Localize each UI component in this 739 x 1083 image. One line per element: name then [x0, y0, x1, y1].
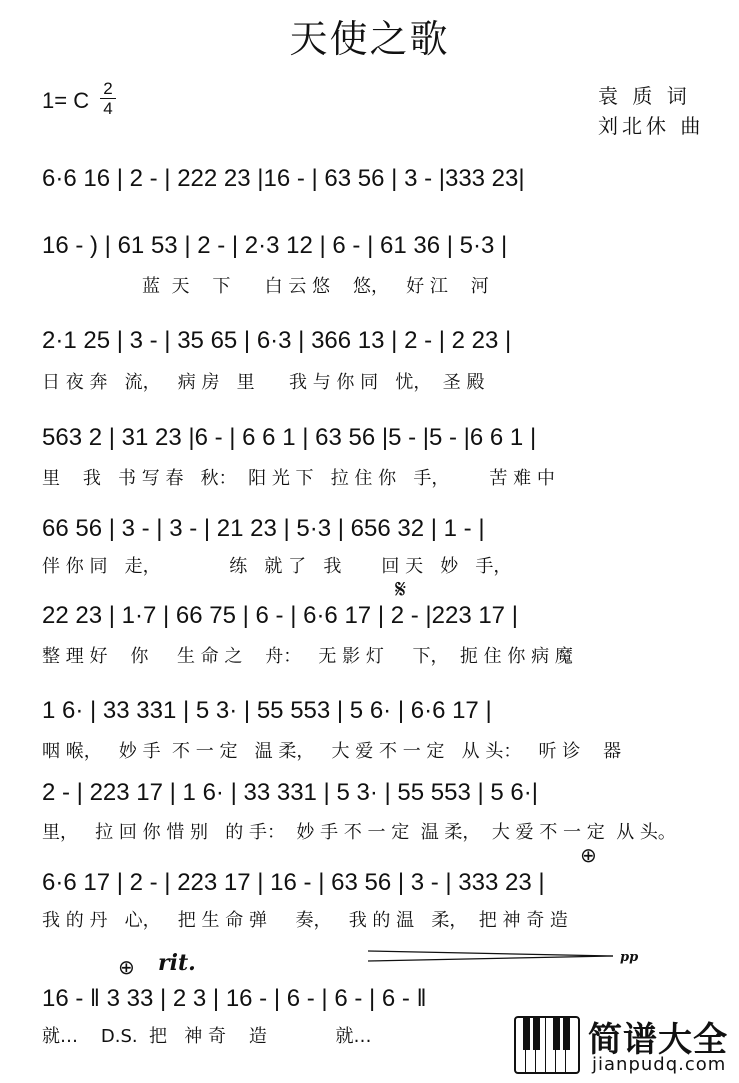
rit-marking: rit.: [158, 950, 196, 976]
notation-row-7: [0, 697, 739, 737]
lyric-text: 伴 你 同 走， 练 就 了 我 回 天 妙 手，: [42, 556, 512, 577]
lyric-row-8: [0, 818, 739, 858]
black-key: [523, 1018, 530, 1050]
lyric-row-2: [0, 272, 739, 312]
lyric-text: 日 夜 奔 流， 病 房 里 我 与 你 同 忧， 圣 殿: [42, 372, 485, 393]
time-signature-top: 2: [103, 79, 113, 98]
notation-row-6: [0, 602, 739, 642]
site-watermark: [514, 1012, 734, 1078]
composer-credit: 刘北休 曲: [598, 114, 705, 138]
watermark-title: 简谱大全: [588, 1020, 728, 1060]
notation-text: 6·6 16 | 2 - | 222 23 |16 - | 63 56 | 3 - |333 23|: [42, 165, 525, 192]
piano-keys-icon: [514, 1016, 580, 1074]
lyric-text: 咽 喉， 妙 手 不 一 定 温 柔， 大 爱 不 一 定 从 头： 听 诊 器: [42, 741, 622, 762]
notation-text: 1 6· | 33 331 | 5 3· | 55 553 | 5 6· | 6·6 17 |: [42, 697, 492, 724]
lyric-row-9: [0, 906, 739, 946]
lyric-row-5: [0, 552, 739, 592]
notation-text: 2·1 25 | 3 - | 35 65 | 6·3 | 366 13 | 2 - | 2 23 |: [42, 327, 512, 354]
notation-row-3: [0, 327, 739, 367]
lyric-row-3: [0, 368, 739, 408]
black-key: [563, 1018, 570, 1050]
notation-text: 66 56 | 3 - | 3 - | 21 23 | 5·3 | 656 32 | 1 - |: [42, 515, 485, 542]
lyricist-credit: 袁 质 词: [598, 84, 691, 108]
coda-sign: ⊕: [118, 955, 135, 979]
key-signature: 1= C: [42, 88, 90, 113]
watermark-url: jianpudq.com: [592, 1054, 727, 1075]
lyric-text: 整 理 好 你 生 命 之 舟： 无 影 灯 下， 扼 住 你 病 魔: [42, 646, 573, 667]
notation-text: 22 23 | 1·7 | 66 75 | 6 - | 6·6 17 | 2 - |223 17 |: [42, 602, 518, 629]
lyric-text: 蓝 天 下 白 云 悠 悠， 好 江 河: [142, 276, 489, 297]
time-signature-bottom: 4: [103, 99, 113, 118]
notation-text: 16 - ‖ 3 33 | 2 3 | 16 - | 6 - | 6 - | 6 - ‖: [42, 985, 427, 1012]
notation-row-5: [0, 515, 739, 555]
lyric-text: 就… D.S. 把 神 奇 造 就…: [42, 1026, 372, 1047]
lyric-text: 里， 拉 回 你 惜 别 的 手： 妙 手 不 一 定 温 柔， 大 爱 不 一 定 从 头。: [42, 822, 676, 843]
time-signature: [100, 80, 116, 117]
notation-row-1: [0, 165, 739, 205]
lyric-text: 我 的 丹 心， 把 生 命 弹 奏， 我 的 温 柔， 把 神 奇 造: [42, 910, 568, 931]
lyric-row-7: [0, 737, 739, 777]
notation-text: 2 - | 223 17 | 1 6· | 33 331 | 5 3· | 55 553 | 5 6·|: [42, 779, 538, 806]
hairpin-line: [368, 951, 613, 956]
decrescendo-hairpin: [368, 950, 613, 964]
lyric-text: 里 我 书 写 春 秋： 阳 光 下 拉 住 你 手， 苦 难 中: [42, 468, 555, 489]
coda-sign: ⊕: [580, 843, 597, 867]
black-key: [553, 1018, 560, 1050]
score-title: 天使之歌: [289, 17, 450, 61]
notation-text: 563 2 | 31 23 |6 - | 6 6 1 | 63 56 |5 - |5 - |6 6 1 |: [42, 424, 537, 451]
pp-dynamic: pp: [620, 950, 639, 965]
lyric-row-6: [0, 642, 739, 682]
hairpin-line: [368, 956, 613, 961]
notation-text: 16 - ) | 61 53 | 2 - | 2·3 12 | 6 - | 61 36 | 5·3 |: [42, 232, 508, 259]
lyric-row-4: [0, 464, 739, 504]
notation-text: 6·6 17 | 2 - | 223 17 | 16 - | 63 56 | 3 - | 333 23 |: [42, 869, 545, 896]
segno-sign: 𝄋: [395, 575, 407, 605]
notation-row-9: [0, 869, 739, 909]
notation-row-2: [0, 232, 739, 272]
black-key: [533, 1018, 540, 1050]
notation-row-8: [0, 779, 739, 819]
notation-row-4: [0, 424, 739, 464]
